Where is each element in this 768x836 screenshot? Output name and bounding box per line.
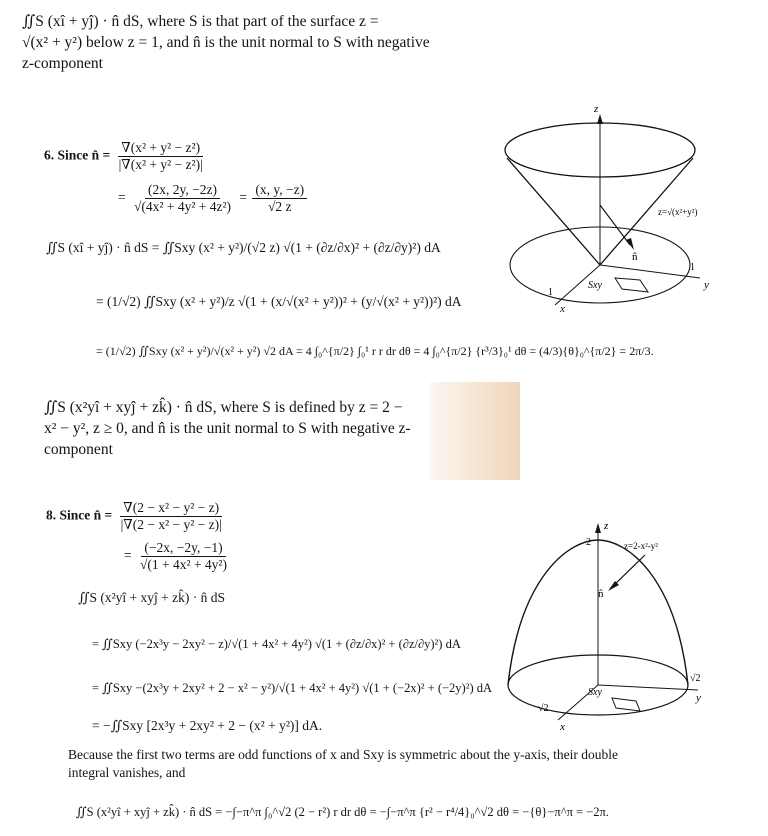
solution-8-eq1-numerator: ∇(2 − x² − y² − z) [120,500,222,517]
solution-6-eq2-numerator: (2x, 2y, −2z) [145,182,220,199]
problem-8-line-1: ∬S (x²yî + xyĵ + zk̂) · n̂ dS, where S is defined by z = 2 − [44,399,403,416]
solution-8-eq1-denominator: |∇(2 − x² − y² − z)| [120,517,222,532]
problem-8-line-3: component [44,440,113,458]
paraboloid-patch [612,698,640,711]
cone-region-label: Sxy [588,280,602,291]
solution-8-label: 8. Since n̂ = [46,507,113,523]
cone-normal-arrow [600,205,630,245]
solution-6-eq2-rhs-numerator: (x, y, −z) [252,182,307,199]
solution-6-eq1-numerator: ∇(x² + y² − z²) [118,140,203,157]
cone-y-label: y [704,279,709,291]
cone-tick-x: 1 [548,287,553,298]
paraboloid-region-label: Sxy [588,687,602,698]
solution-8-eq2-denominator: √(1 + 4x² + 4y²) [140,557,227,572]
cone-x-label: x [560,303,565,315]
solution-6-fraction-2 [131,182,234,215]
figure-paraboloid [500,515,740,745]
figure-cone [500,100,740,315]
solution-8-explanation [68,746,748,782]
cone-normal-arrowhead [626,238,634,250]
solution-6-normal [44,140,208,173]
solution-8-equation-5: = ∬Sxy −(2x³y + 2xy² + 2 − x² − y²)/√(1 + 4x² + 4y²) √(1 + (−2x)² + (−2y)²) dA [92,681,493,695]
solution-8-equation-4: = ∬Sxy (−2x³y − 2xy² − z)/√(1 + 4x² + 4y²) √(1 + (∂z/∂x)² + (∂z/∂y)²) dA [92,637,461,651]
paraboloid-normal-label: n̂ [598,588,604,600]
solution-8-equation-7: ∬S (x²yî + xyĵ + zk̂) · n̂ dS = −∫−π^π ∫₀^√2 (2 − r²) r dr dθ = −∫−π^π {r² − r⁴/4}₀^√2 dθ = −{θ}−π^π = −2π. [76,805,609,819]
solution-8-equation-3: ∬S (x²yî + xyĵ + zk̂) · n̂ dS [78,590,226,605]
solution-8-fraction-2 [137,540,230,573]
solution-6-eq1-denominator: |∇(x² + y² − z²)| [118,157,203,172]
solution-8-fraction-1 [118,500,225,533]
paraboloid-tick-x: √2 [538,703,549,714]
problem-6-line-3: z-component [22,54,103,72]
solution-6-normal-simplified: = $\frac{(2x, 2y, -2z)}{\text{√(4x² + 4y² + 4z²)}}$ = $\frac{(x, y, -z)}{√2 z}$ [118,182,309,215]
paraboloid-z-axis-arrow [595,523,601,533]
solution-6-fraction-3 [252,182,307,215]
solution-8-eq2-numerator: (−2x, −2y, −1) [141,540,225,557]
solution-6-equation-4: = (1/√2) ∬Sxy (x² + y²)/z √(1 + (x/√(x² + y²))² + (y/√(x² + y²))²) dA [96,294,462,309]
solution-8-text-1: Because the first two terms are odd functions of x and Sxy is symmetric about the y-axis, their double [68,747,618,762]
paraboloid-tick-y: √2 [690,673,701,684]
problem-6-statement [22,12,512,75]
problem-8-statement [44,398,524,461]
solution-8-normal [46,500,227,533]
solution-6-label: 6. Since n̂ = [44,147,111,163]
paraboloid-y-label: y [696,692,701,704]
solution-8-normal-simplified: = $\frac{(-2x, -2y, -1)}{\text{√(1 + 4x² + 4y²)}}$ [124,540,232,573]
problem-8-line-2: x² − y², z ≥ 0, and n̂ is the unit normal to S with negative z- [44,419,411,437]
paraboloid-tick-z: 2 [586,537,591,548]
paraboloid-surface-label: z=2-x²-y² [624,541,658,551]
paraboloid-y-axis [598,685,698,690]
solution-8-equation-6: = −∬Sxy [2x³y + 2xy² + 2 − (x² + y²)] dA. [92,718,323,733]
solution-6-equation-5: = (1/√2) ∬Sxy (x² + y²)/√(x² + y²) √2 dA = 4 ∫₀^{π/2} ∫₀¹ r r dr dθ = 4 ∫₀^{π/2} {r³/3}₀¹ dθ = (4/3){θ}₀^{π/2} = 2π/3. [96,344,654,358]
paraboloid-x-label: x [560,721,565,733]
solution-6-eq2-rhs-denominator: √2 z [267,199,292,214]
cone-surface-label: z=√(x²+y²) [658,207,698,217]
paraboloid-z-label: z [604,520,609,532]
cone-tick-y: 1 [690,262,695,273]
solution-8-text-2: integral vanishes, and [68,765,186,781]
cone-patch [615,278,648,292]
solution-6-equation-3: ∬S (xî + yĵ) · n̂ dS = ∬Sxy (x² + y²)/(√2 z) √(1 + (∂z/∂x)² + (∂z/∂y)²) dA [46,240,441,255]
solution-6-eq2-denominator: √(4x² + 4y² + 4z²) [134,199,232,214]
cone-normal-label: n̂ [632,251,638,263]
solution-6-fraction-1 [116,140,206,173]
problem-6-line-2: √(x² + y²) below z = 1, and n̂ is the unit normal to S with negative [22,33,430,51]
paraboloid-normal-arrow [612,555,645,587]
problem-6-line-1: ∬S (xî + yĵ) · n̂ dS, where S is that part of the surface z = [22,13,379,30]
cone-y-axis [600,265,700,278]
cone-z-label: z [594,103,599,115]
